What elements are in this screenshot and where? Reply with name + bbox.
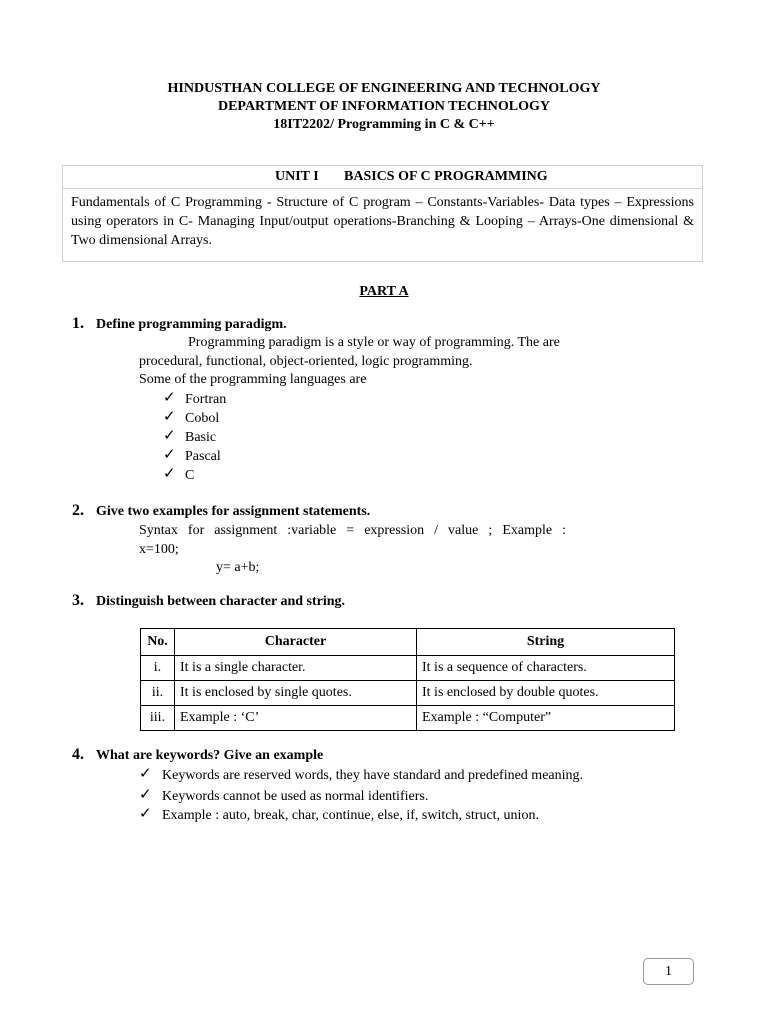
q4-list-item: Keywords cannot be used as normal identifiers. xyxy=(162,789,429,804)
q1-list-item: Basic xyxy=(185,430,217,445)
q1-answer-line-3: Some of the programming languages are xyxy=(139,372,367,387)
unit-title-row xyxy=(63,166,702,189)
question-2-number: 2. xyxy=(72,502,84,519)
table-row xyxy=(141,656,675,681)
course-title: 18IT2202/ Programming in C & C++ xyxy=(273,117,495,132)
question-2-text: Give two examples for assignment statements. xyxy=(96,504,371,519)
q4-list-item: Keywords are reserved words, they have standard and predefined meaning. xyxy=(162,768,584,783)
checkmark-icon: ✓ xyxy=(139,806,152,822)
checkmark-icon: ✓ xyxy=(139,766,152,782)
page-number: 1 xyxy=(643,958,694,985)
question-3-text: Distinguish between character and string. xyxy=(96,594,346,609)
string-cell: It is a sequence of characters. xyxy=(417,656,675,681)
character-cell: It is a single character. xyxy=(175,656,417,681)
row-number: i. xyxy=(141,656,175,681)
string-cell: It is enclosed by double quotes. xyxy=(417,681,675,706)
q2-answer-line-2: x=100; xyxy=(139,542,179,557)
character-cell: Example : ‘C’ xyxy=(175,706,417,731)
table-header-row xyxy=(141,629,675,656)
q1-list-item: Pascal xyxy=(185,449,221,464)
character-vs-string-table xyxy=(140,628,675,731)
question-3-number: 3. xyxy=(72,592,84,609)
unit-title: BASICS OF C PROGRAMMING xyxy=(344,169,548,184)
q1-list-item: Cobol xyxy=(185,411,220,426)
q2-answer-line-1: Syntax for assignment :variable = expression / value ; Example : xyxy=(139,523,566,538)
q1-list-item: C xyxy=(185,468,195,483)
row-number: iii. xyxy=(141,706,175,731)
q4-list-item: Example : auto, break, char, continue, else, if, switch, struct, union. xyxy=(162,808,539,823)
unit-description: Fundamentals of C Programming - Structure of C program – Constants-Variables- Data types – Expressions using operators in C- Managing Input/output operations-Branching & Looping – Arrays-One dimensional & Two dimensional Arrays. xyxy=(71,195,694,248)
question-1-number: 1. xyxy=(72,315,84,332)
department-name: DEPARTMENT OF INFORMATION TECHNOLOGY xyxy=(217,99,551,114)
checkmark-icon: ✓ xyxy=(163,390,176,406)
checkmark-icon: ✓ xyxy=(163,447,176,463)
checkmark-icon: ✓ xyxy=(163,428,176,444)
q1-answer-line-1: Programming paradigm is a style or way of programming. The are xyxy=(188,335,560,350)
q2-answer-line-3: y= a+b; xyxy=(216,560,260,575)
q1-answer-line-2: procedural, functional, object-oriented, logic programming. xyxy=(139,354,473,369)
q1-list-item: Fortran xyxy=(185,392,227,407)
part-title: PART A xyxy=(359,284,409,299)
checkmark-icon: ✓ xyxy=(163,466,176,482)
question-1-text: Define programming paradigm. xyxy=(96,317,287,332)
string-cell: Example : “Computer” xyxy=(417,706,675,731)
table-row xyxy=(141,681,675,706)
column-header-string: String xyxy=(417,629,675,656)
checkmark-icon: ✓ xyxy=(139,787,152,803)
unit-number: UNIT I xyxy=(275,169,319,184)
question-4-number: 4. xyxy=(72,746,84,763)
college-name: HINDUSTHAN COLLEGE OF ENGINEERING AND TECHNOLOGY xyxy=(167,81,601,96)
unit-syllabus-box xyxy=(62,165,703,262)
column-header-no: No. xyxy=(141,629,175,656)
column-header-character: Character xyxy=(175,629,417,656)
row-number: ii. xyxy=(141,681,175,706)
question-4-text: What are keywords? Give an example xyxy=(96,748,324,763)
character-cell: It is enclosed by single quotes. xyxy=(175,681,417,706)
table-row xyxy=(141,706,675,731)
checkmark-icon: ✓ xyxy=(163,409,176,425)
